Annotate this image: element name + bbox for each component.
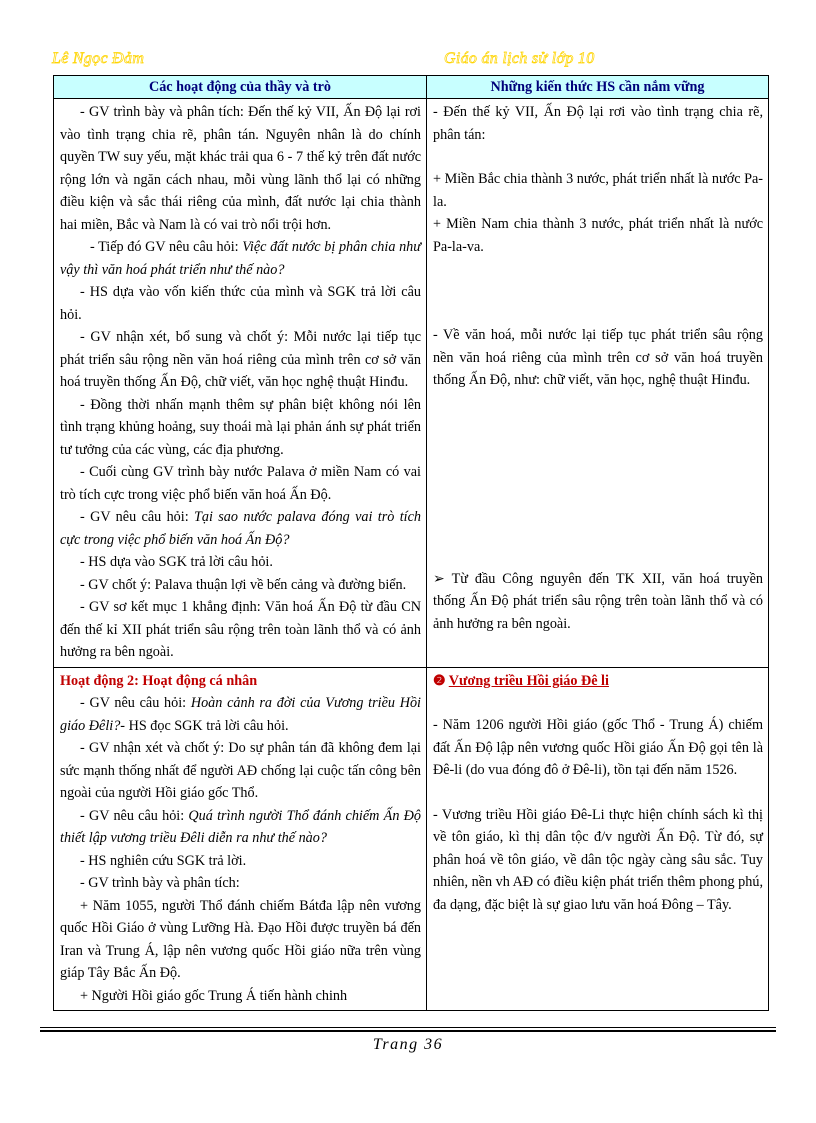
row1-left-p10: - GV sơ kết mục 1 khẳng định: Văn hoá Ấn Độ từ đầu CN đến thế kỉ XII phát triển sâu rộng trên toàn lãnh thổ và có ảnh hưởng ra bên ngoài. [60, 599, 421, 660]
row1-left-p2-question: Việc đất nước bị phân chia như vậy thì văn hoá phát triển như thế nào? [60, 239, 421, 278]
section-2-title: Vương triều Hồi giáo Đê li [448, 672, 609, 689]
lesson-table [53, 75, 769, 1011]
row1-left-p3: - HS dựa vào vốn kiến thức của mình và SGK trả lời câu hỏi. [60, 284, 421, 323]
col2-header: Những kiến thức HS cần nắm vững [427, 76, 769, 99]
col1-header: Các hoạt động của thầy và trò [54, 76, 427, 99]
row2-left-p1-question: Hoàn cảnh ra đời của Vương triều Hồi giáo Đêli? [60, 695, 421, 734]
row2-left-p1-tail: - HS đọc SGK trả lời câu hỏi. [120, 717, 289, 734]
row1-left-p7 [60, 506, 421, 551]
row1-right-p5 [433, 568, 763, 636]
row1-left-p4: - GV nhận xét, bổ sung và chốt ý: Mỗi nước lại tiếp tục phát triển sâu rộng nền văn hoá riêng của mình trên cơ sở văn hoá truyền thống Ấn Độ, chữ viết, văn học nghệ thuật Hinđu. [60, 329, 421, 390]
row2-left-p5: - GV trình bày và phân tích: [80, 875, 240, 891]
table-row [54, 99, 769, 668]
number-two-bullet-icon: ❷ [433, 672, 446, 689]
row1-left-p7-lead: - GV nêu câu hỏi: [80, 509, 194, 525]
row1-left-p5: - Đồng thời nhấn mạnh thêm sự phân biệt không nói lên tình trạng khủng hoảng, suy thoái mà lại phản ánh sự phát triển tư tưởng của các vùng, các địa phương. [60, 396, 421, 458]
row2-left-p6: + Năm 1055, người Thổ đánh chiếm Bátđa lập nên vương quốc Hồi Giáo ở vùng Lưỡng Hà. Đạo Hồi được truyền bá đến Iran và Trung Á, lập nên vương quốc Hồi giáo nữa trên vùng giáp Tây Bắc Ấn Độ. [60, 897, 421, 981]
row2-left-p2: - GV nhận xét và chốt ý: Do sự phân tán đã không đem lại sức mạnh thống nhất để người AĐ chống lại cuộc tấn công bên ngoài của người Hồi giáo gốc Thổ. [60, 740, 421, 801]
row2-left-p3 [60, 805, 421, 850]
table-row [54, 667, 769, 1011]
row2-left-p1-lead: - GV nêu câu hỏi: [80, 695, 191, 711]
row1-left-p6: - Cuối cùng GV trình bày nước Palava ở miền Nam có vai trò tích cực trong việc phổ biến văn hoá Ấn Độ. [60, 464, 421, 503]
row2-right-p2: - Vương triều Hồi giáo Đê-Li thực hiện chính sách kì thị về tôn giáo, kì thị dân tộc đ/v người Ấn Độ. Từ đó, sự phân hoá về tôn giáo, về dân tộc ngày càng sâu sắc. Tuy nhiên, nền vh AĐ có điều kiện phát triển thêm phong phú, đa dạng, đặc biệt là sự giao lưu văn hoá Đông – Tây. [433, 806, 763, 913]
row1-right-p4: - Về văn hoá, mỗi nước lại tiếp tục phát triển sâu rộng nền văn hoá riêng của mình trên cơ sở văn hoá truyền thống Ấn Độ, như: chữ viết, văn học, nghệ thuật Hinđu. [433, 327, 763, 388]
footer-rule-thick [40, 1030, 776, 1032]
header-title: Giáo án lịch sử lớp 10 [444, 50, 595, 67]
row1-right-p1: - Đến thế kỷ VII, Ấn Độ lại rơi vào tình trạng chia rẽ, phân tán: [433, 104, 763, 143]
row2-activities-cell [54, 667, 427, 1011]
row1-left-p2-lead: - Tiếp đó GV nêu câu hỏi: [90, 239, 243, 255]
row1-knowledge-cell [427, 99, 769, 668]
activity-2-title: Hoạt động 2: Hoạt động cá nhân [60, 672, 258, 689]
arrow-bullet-icon: ➢ [433, 570, 445, 587]
row2-knowledge-cell [427, 667, 769, 1011]
row1-left-p9: - GV chốt ý: Palava thuận lợi về bến cảng và đường biển. [80, 576, 407, 593]
section-2-heading [433, 670, 763, 693]
row1-left-p7-question: Tại sao nước palava đóng vai trò tích cực trong việc phổ biến văn hoá Ấn Độ? [60, 509, 421, 548]
row1-right-p5-text: Từ đầu Công nguyên đến TK XII, văn hoá truyền thống Ấn Độ phát triển sâu rộng trên toàn lãnh thổ và có ảnh hưởng ra bên ngoài. [433, 570, 763, 632]
row2-left-p3-question: Quá trình người Thổ đánh chiếm Ấn Độ thiết lập vương triều Đêli diễn ra như thế nào? [60, 807, 422, 846]
row2-left-p3-lead: - GV nêu câu hỏi: [80, 807, 189, 824]
footer-rule-thin [40, 1027, 776, 1028]
row1-left-p1: - GV trình bày và phân tích: Đến thế kỷ VII, Ấn Độ lại rơi vào tình trạng chia rẽ, phân tán. Nguyên nhân là do chính quyền TW suy yếu, mặt khác trải qua 6 - 7 thế kỷ trên đất nước rộng lớn và ngăn cách nhau, mỗi vùng lãnh thổ lại có những điều kiện và sắc thái riêng của mình, đất nước lại chia thành hai miền, Bắc và Nam là có vai trò nổi trội hơn. [60, 104, 421, 233]
row1-left-p2 [60, 236, 421, 281]
row1-left-p8: - HS dựa vào SGK trả lời câu hỏi. [80, 554, 273, 570]
header-author: Lê Ngọc Đảm [52, 50, 145, 67]
row2-left-p1 [60, 692, 421, 737]
row2-left-p4: - HS nghiên cứu SGK trả lời. [80, 852, 247, 869]
table-header-row [54, 76, 769, 99]
row1-right-p2: + Miền Bắc chia thành 3 nước, phát triển nhất là nước Pa-la. [433, 171, 763, 210]
row1-right-p3: + Miền Nam chia thành 3 nước, phát triển nhất là nước Pa-la-va. [433, 216, 763, 255]
page-number: Trang 36 [372, 1036, 444, 1053]
row1-activities-cell [54, 99, 427, 668]
row2-left-p7: + Người Hồi giáo gốc Trung Á tiến hành chinh [80, 987, 348, 1004]
row2-right-p1: - Năm 1206 người Hồi giáo (gốc Thổ - Trung Á) chiếm đất Ấn Độ lập nên vương quốc Hồi giáo Ấn Độ gọi tên là Đê-li (do vua đóng đô ở Đê-li), tồn tại đến năm 1526. [433, 717, 763, 778]
